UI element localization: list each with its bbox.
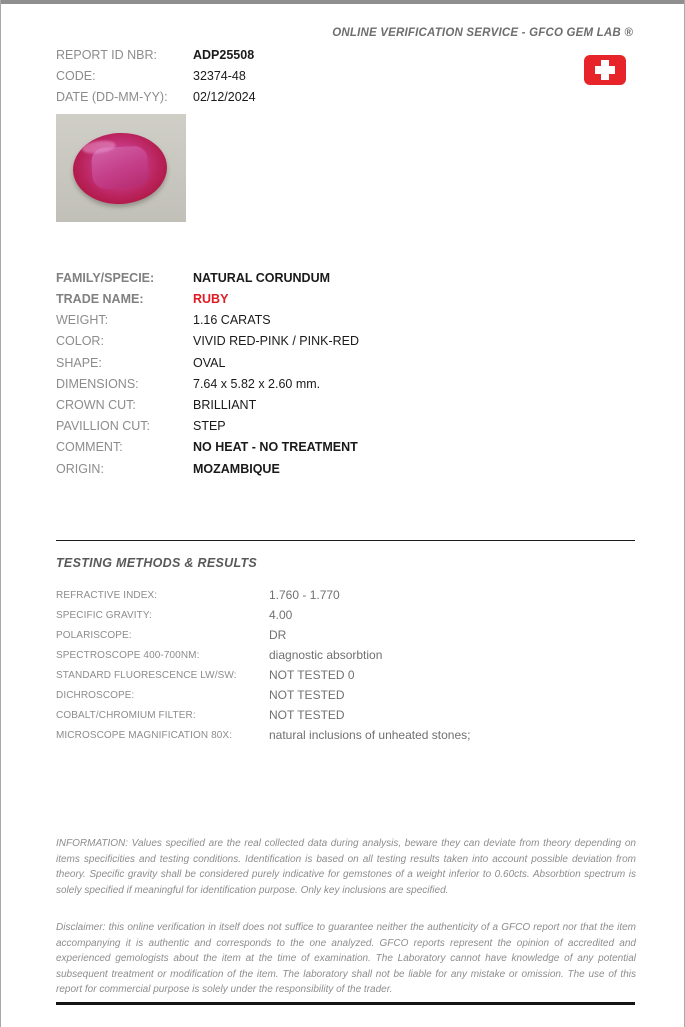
testing-row-cobalt-filter [56, 708, 636, 725]
fluorescence-label: STANDARD FLUORESCENCE LW/SW: [56, 670, 237, 681]
testing-row-dichroscope [56, 688, 636, 705]
section-divider-line [56, 540, 635, 541]
refractive-index-value: 1.760 - 1.770 [269, 588, 340, 602]
code-label: CODE: [56, 69, 96, 83]
origin-value: MOZAMBIQUE [193, 462, 280, 476]
dichroscope-value: NOT TESTED [269, 688, 345, 702]
testing-row-spectroscope [56, 648, 636, 665]
polariscope-value: DR [269, 628, 287, 642]
report-id-row [56, 48, 616, 64]
family-value: NATURAL CORUNDUM [193, 271, 331, 285]
property-row-shape [56, 356, 636, 374]
property-row-color [56, 334, 636, 352]
date-row [56, 90, 616, 106]
swiss-cross-horizontal [595, 66, 615, 74]
property-row-crown-cut [56, 398, 636, 416]
origin-label: ORIGIN: [56, 462, 104, 476]
weight-label: WEIGHT: [56, 313, 109, 327]
color-label: COLOR: [56, 334, 104, 348]
property-row-origin [56, 462, 636, 480]
report-id-value: ADP25508 [193, 48, 255, 62]
property-row-family [56, 271, 636, 289]
dimensions-label: DIMENSIONS: [56, 377, 139, 391]
date-label: DATE (DD-MM-YY): [56, 90, 168, 104]
code-value: 32374-48 [193, 69, 246, 83]
trade-name-value: RUBY [193, 292, 229, 306]
dimensions-value: 7.64 x 5.82 x 2.60 mm. [193, 377, 321, 391]
bottom-border-line [56, 1002, 635, 1005]
spectroscope-value: diagnostic absorbtion [269, 648, 383, 662]
color-value: VIVID RED-PINK / PINK-RED [193, 334, 359, 348]
family-label: FAMILY/SPECIE: [56, 271, 155, 285]
property-row-weight [56, 313, 636, 331]
specific-gravity-value: 4.00 [269, 608, 293, 622]
disclaimer-paragraph: Disclaimer: this online verification in itself does not suffice to guarantee neither the authenticity of a GFCO report nor that the item accompanying it is authentic and corresponds to the one analyzed. GFCO reports represent the opinion of accredited and experienced gemologists about the item at the time of examination. The Laboratory cannot have knowledge of any potential subsequent treatment or modification of the item. The laboratory shall not be liable for any mistake or omission. The use of this report for commercial purpose is solely under the responsibility of the trader. [56, 922, 636, 995]
testing-row-microscope [56, 728, 636, 745]
shape-label: SHAPE: [56, 356, 102, 370]
property-row-trade-name [56, 292, 636, 310]
dichroscope-label: DICHROSCOPE: [56, 690, 135, 701]
testing-row-refractive-index [56, 588, 636, 605]
testing-row-specific-gravity [56, 608, 636, 625]
comment-label: COMMENT: [56, 440, 123, 454]
testing-section-title: TESTING METHODS & RESULTS [56, 556, 258, 570]
trade-name-label: TRADE NAME: [56, 292, 144, 306]
cobalt-filter-label: COBALT/CHROMIUM FILTER: [56, 710, 196, 721]
spectroscope-label: SPECTROSCOPE 400-700NM: [56, 650, 200, 661]
microscope-label: MICROSCOPE MAGNIFICATION 80X: [56, 730, 233, 741]
top-border-bar [1, 0, 685, 4]
refractive-index-label: REFRACTIVE INDEX: [56, 590, 158, 601]
property-row-comment [56, 440, 636, 458]
shape-value: OVAL [193, 356, 226, 370]
code-row [56, 69, 616, 85]
information-paragraph: INFORMATION: Values specified are the real collected data during analysis, beware they can deviate from theory depending on items specificities and testing conditions. Identification is based on all testing results taken into account possible deviation from theory. Specific gravity shall be considered purely indicative for gemstones of a weight inferior to 0.60cts. Absorbtion spectrum is solely specified if meaningful for identification purpose. Only key inclusions are specified. [56, 838, 636, 896]
testing-row-fluorescence [56, 668, 636, 685]
swiss-flag-icon [584, 55, 626, 85]
pavillion-cut-label: PAVILLION CUT: [56, 419, 151, 433]
crown-cut-label: CROWN CUT: [56, 398, 136, 412]
comment-value: NO HEAT - NO TREATMENT [193, 440, 358, 454]
report-id-label: REPORT ID NBR: [56, 48, 157, 62]
testing-row-polariscope [56, 628, 636, 645]
ruby-gem-image [71, 131, 169, 207]
page-title: ONLINE VERIFICATION SERVICE - GFCO GEM LAB ® [332, 27, 633, 39]
fluorescence-value: NOT TESTED 0 [269, 668, 355, 682]
microscope-value: natural inclusions of unheated stones; [269, 728, 471, 742]
pavillion-cut-value: STEP [193, 419, 226, 433]
property-row-dimensions [56, 377, 636, 395]
weight-value: 1.16 CARATS [193, 313, 271, 327]
polariscope-label: POLARISCOPE: [56, 630, 132, 641]
specific-gravity-label: SPECIFIC GRAVITY: [56, 610, 152, 621]
date-value: 02/12/2024 [193, 90, 256, 104]
crown-cut-value: BRILLIANT [193, 398, 257, 412]
cobalt-filter-value: NOT TESTED [269, 708, 345, 722]
property-row-pavillion-cut [56, 419, 636, 437]
gemstone-photo [56, 114, 186, 222]
